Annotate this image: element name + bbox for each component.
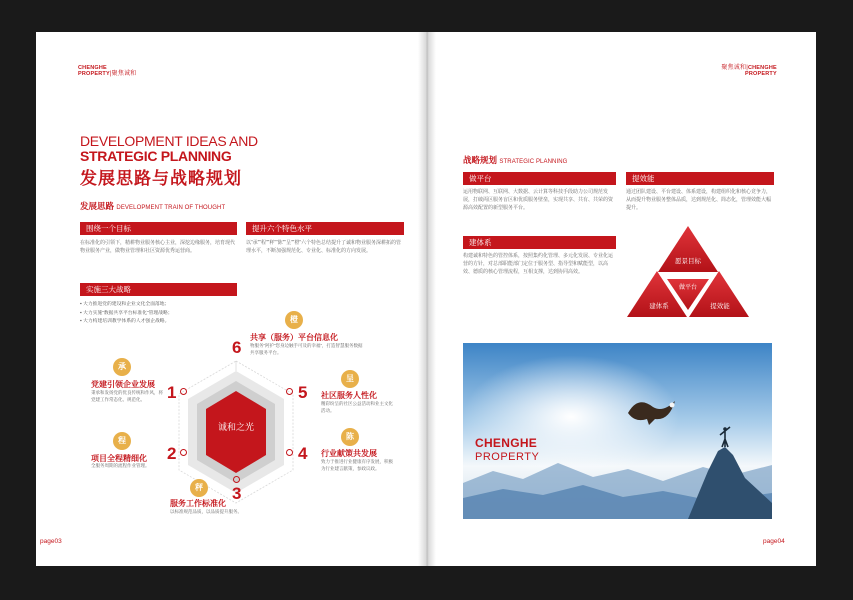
- dot-marker: [233, 476, 240, 483]
- left-page: [36, 32, 427, 566]
- page-number: page03: [40, 538, 62, 545]
- triangle-left-label: 建体系: [649, 303, 669, 310]
- badge-1: 承: [113, 358, 131, 376]
- feature-number: 3: [232, 484, 242, 503]
- title-en-line1: DEVELOPMENT IDEAS AND: [80, 133, 258, 149]
- feature-number: 4: [298, 444, 308, 463]
- page-title: 发展思路与战略规划: [80, 169, 242, 188]
- bar-six-text: 以“承”“程”“秤”“陈”“呈”“橙”六个特色总结提升了诚和物业服务深耕拓的管理水平，不断加强规范化、专业化、标准化的方向发展。: [246, 240, 401, 254]
- bar-one-text: 在标准化的引领下，精耕物业服务核心主业，深挖边缘服务，培育现代物业服务产业，做物业管理和社区资源优秀运营商。: [80, 240, 236, 254]
- list-item: ▪ 大力推进党的建设和企业文化全面落地；: [80, 302, 170, 307]
- landscape-photo: [463, 343, 772, 519]
- feature-desc: 物服务“阿护”您身边触手可及的幸福”，打造智慧服务数据共享服务平台。: [250, 343, 363, 355]
- page-number: page04: [763, 538, 785, 545]
- center-label: 诚和之光: [217, 422, 254, 432]
- feature-title: 共享（服务）平台信息化: [250, 333, 338, 342]
- feature-desc: 精彩纷呈的社区公益活动和业主文化活动。: [321, 401, 393, 413]
- feature-title: 社区服务人性化: [321, 391, 377, 400]
- feature-number: 1: [167, 383, 177, 402]
- feature-title: 项目全程精细化: [91, 454, 147, 463]
- brand-logo-right: 聚焦诚和|CHENGHE PROPERTY: [721, 65, 777, 77]
- dot-marker: [180, 449, 187, 456]
- badge-3: 秤: [190, 479, 208, 497]
- badge-6: 橙: [285, 311, 303, 329]
- strategy-list: [80, 301, 260, 327]
- title-en-line2: STRATEGIC PLANNING: [80, 148, 232, 164]
- feature-number: 6: [232, 338, 242, 357]
- list-item: ▪ 大力构建培训教学体系的人才强企战略。: [80, 319, 170, 324]
- triangle-right-label: 提效能: [710, 303, 730, 310]
- feature-number: 5: [298, 383, 308, 402]
- dot-marker: [180, 388, 187, 395]
- list-item: ▪ 大力实施“数据共享平台标准化”管理战略；: [80, 310, 173, 316]
- bar-efficiency: 提效能: [626, 172, 774, 185]
- bar-efficiency-text: 通过团队建设、平台建设、体系建设，构建组织化和核心竞争力，从而提升物业服务整体品质，达到规范化、简态化，管理效能大幅提升。: [626, 189, 772, 211]
- feature-number: 2: [167, 444, 177, 463]
- feature-title: 服务工作标准化: [170, 499, 226, 508]
- feature-desc: 秉承和发扬党的优良传统和作风，将党建工作常态化、规范化。: [91, 390, 163, 402]
- photo-brand-line1: CHENGHE: [475, 436, 538, 450]
- feature-desc: 以标准规范品质，以品质提升服务。: [170, 509, 242, 514]
- right-page: [427, 32, 816, 566]
- feature-desc: 致力于推进行业健康有序发展，积极为行业建言献策，参政议政。: [321, 459, 393, 471]
- bar-platform-text: 运用物联网、互联网、大数据、云计算等科技手段助力公司规范发展，打破両区服务盲区和优质服务壁垒，实现共享、共有、共荣的资源高效配置的新型服务平台。: [463, 189, 614, 211]
- bar-system-text: 构建诚和特色的管控体系，按照集约化管理、多元化发展、专业化运营的方针，对总部职能部门定位于服务型、指导型和赋能型，以高效、德质的核心管理流程，互相支撑，达到协同高效。: [463, 253, 614, 275]
- feature-desc: 全服务周期的流程作业管理。: [91, 463, 150, 468]
- badge-5: 呈: [341, 370, 359, 388]
- bar-one-goal: 围绕一个目标: [80, 222, 237, 235]
- triangle-center-label: 做平台: [678, 285, 697, 291]
- brand-logo-left: CHENGHE PROPERTY|聚焦诚和: [78, 65, 137, 77]
- bar-system: 建体系: [463, 236, 616, 249]
- book-spine: [418, 32, 436, 566]
- bar-platform: 做平台: [463, 172, 616, 185]
- section-heading: 战略规划 STRATEGIC PLANNING: [463, 155, 568, 165]
- feature-title: 党建引领企业发展: [91, 380, 155, 389]
- triangle-top-label: 愿景目标: [675, 258, 701, 265]
- section-heading: 发展思路 DEVELOPMENT TRAIN OF THOUGHT: [80, 201, 226, 211]
- feature-title: 行业献策共发展: [321, 449, 377, 458]
- dot-marker: [286, 449, 293, 456]
- bar-three-strategies: 实施三大战略: [80, 283, 237, 296]
- badge-4: 陈: [341, 428, 359, 446]
- bar-six-features: 提升六个特色水平: [246, 222, 404, 235]
- dot-marker: [286, 388, 293, 395]
- badge-2: 程: [113, 432, 131, 450]
- photo-brand-line2: PROPERTY: [475, 451, 540, 463]
